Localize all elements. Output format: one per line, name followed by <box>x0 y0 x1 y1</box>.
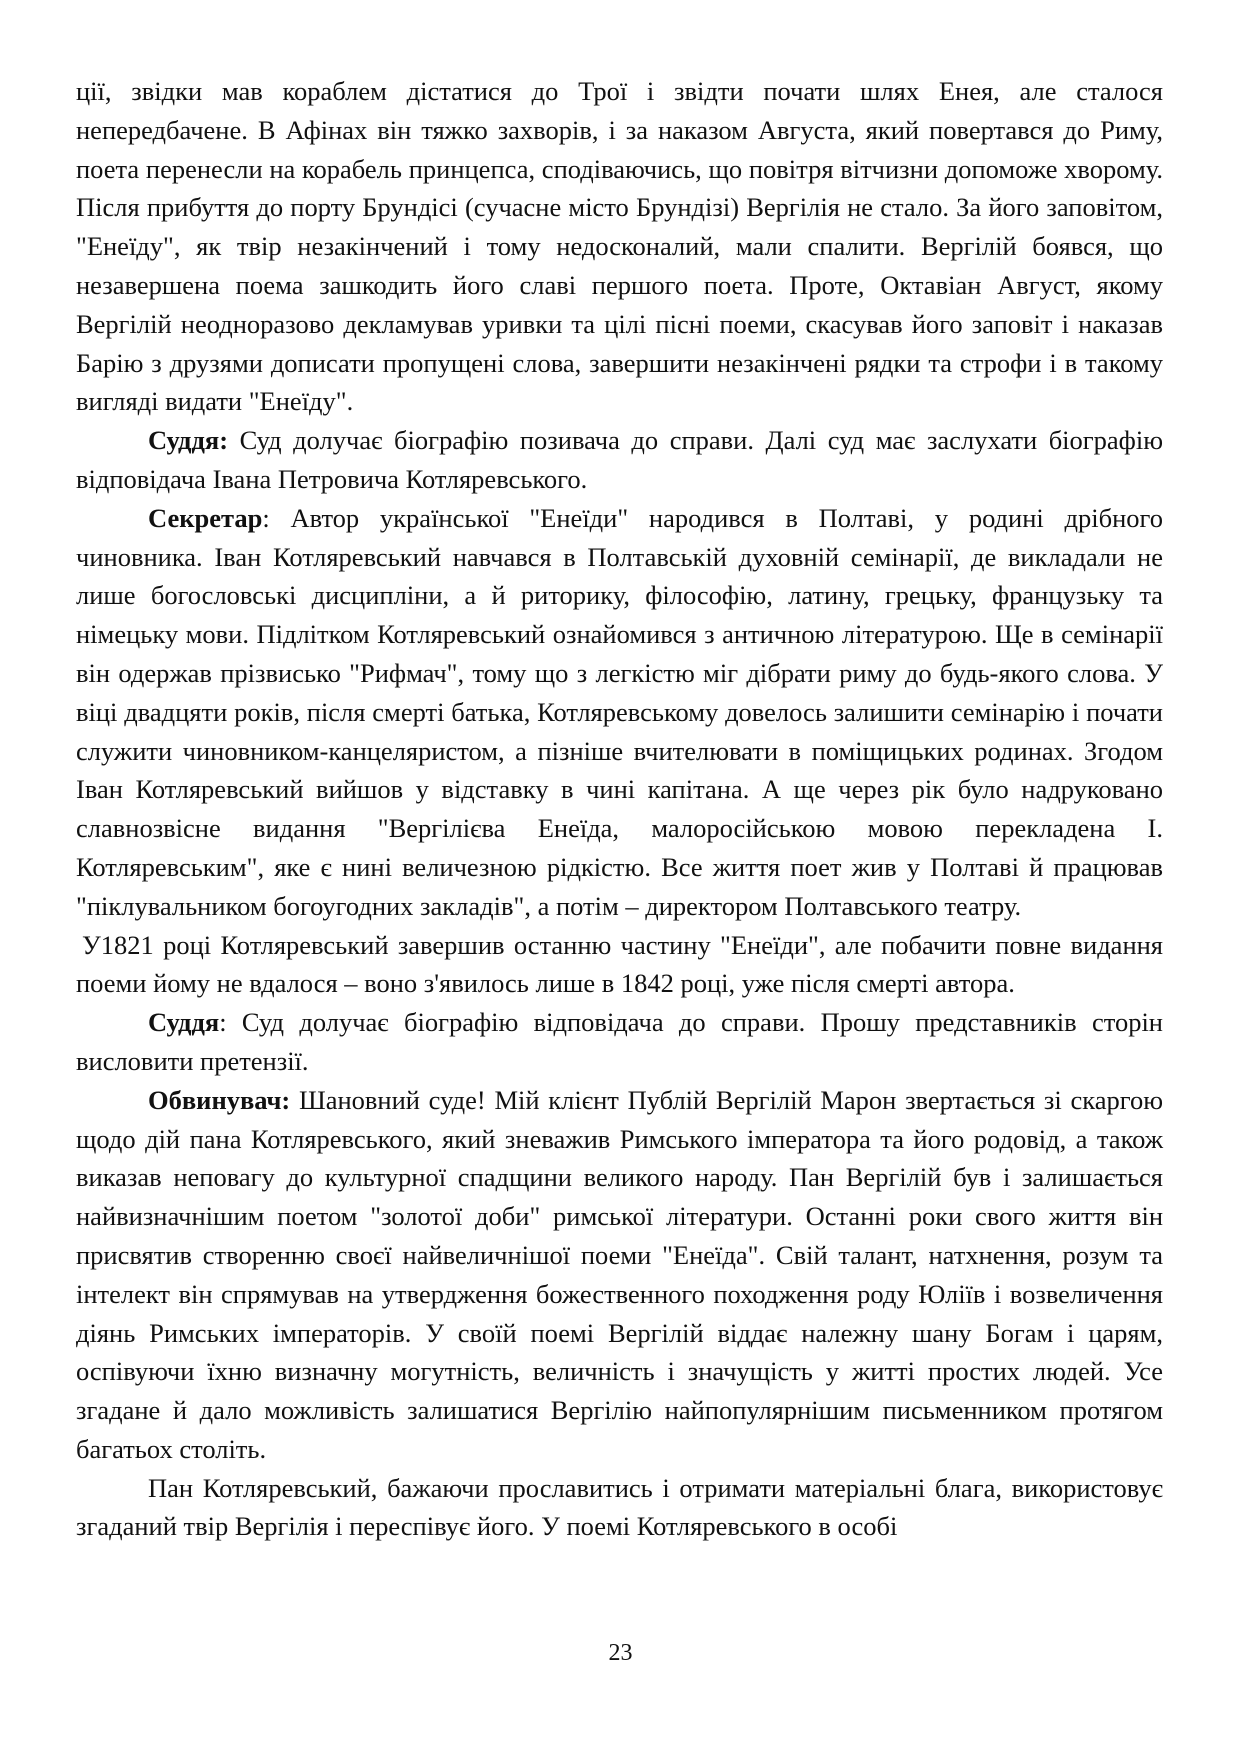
paragraph-virgil-death <box>76 72 1163 421</box>
paragraph-text: : Суд долучає біографію відповідача до справи. Прошу представників сторін висловити претензії. <box>76 1007 1163 1076</box>
speaker-label: Суддя <box>148 1007 220 1038</box>
paragraph-text: : Автор української "Енеїди" народився в Полтаві, у родині дрібного чиновника. Іван Котляревський навчався в Полтавській духовній семінарії, де викладали не лише богословські дисципліни, а й риторику, філософію, латину, грецьку, французьку та німецьку мови. Підлітком Котляревський ознайомився з античною літературою. Ще в семінарії він одержав прізвисько "Рифмач", тому що з легкістю міг дібрати риму до будь-якого слова. У віці двадцяти років, після смерті батька, Котляревському довелось залишити семінарію і почати служити чиновником-канцеляристом, а пізніше вчителювати в поміщицьких родинах. Згодом Іван Котляревський вийшов у відставку в чині капітана. А ще через рік було надруковано славнозвісне видання "Вергілієва Енеїда, малоросійською мовою перекладена І. Котляревським", яке є нині величезною рідкістю. Все життя поет жив у Полтаві й працював "піклувальником богоугодних закладів", а потім – директором Полтавського театру. <box>76 502 1163 921</box>
paragraph-judge-2 <box>76 1003 1163 1081</box>
paragraph-text: Суд долучає біографію позивача до справи. Далі суд має заслухати біографію відповідача Івана Петровича Котляревського. <box>76 425 1163 494</box>
speaker-label: Секретар <box>148 502 263 533</box>
speaker-label: Обвинувач: <box>148 1084 291 1115</box>
paragraph-text: ції, звідки мав кораблем дістатися до Трої і звідти почати шлях Енея, але сталося непередбачене. В Афінах він тяжко захворів, і за наказом Августа, який повертався до Риму, поета перенесли на корабель принцепса, сподіваючись, що повітря вітчизни допоможе хворому. Після прибуття до порту Брундісі (сучасне місто Брундізі) Вергілія не стало. За його заповітом, "Енеїду", як твір незакінчений і тому недосконалий, мали спалити. Вергілій боявся, що незавершена поема зашкодить його славі першого поета. Проте, Октавіан Август, якому Вергілій неодноразово декламував уривки та цілі пісні поеми, скасував його заповіт і наказав Барію з друзями дописати пропущені слова, завершити незакінчені рядки та строфи і в такому вигляді видати "Енеїду". <box>76 76 1163 417</box>
paragraph-prosecutor <box>76 1081 1163 1469</box>
paragraph-text: Пан Котляревський, бажаючи прославитись і отримати матеріальні блага, використовує згаданий твір Вергілія і переспівує його. У поемі Котляревського в особі <box>76 1472 1163 1542</box>
document-body <box>76 72 1163 1546</box>
paragraph-judge-1 <box>76 421 1163 499</box>
paragraph-secretary <box>76 499 1163 926</box>
paragraph-prosecutor-continued <box>76 1469 1163 1547</box>
speaker-label: Суддя: <box>148 425 229 456</box>
paragraph-text: У1821 році Котляревський завершив останню частину "Енеїди", але побачити повне видання поеми йому не вдалося – воно з'явилось лише в 1842 році, уже після смерті автора. <box>76 929 1163 999</box>
paragraph-kotliarevsky-1821 <box>76 926 1163 1004</box>
page-number: 23 <box>608 1640 633 1666</box>
paragraph-text: Шановний суде! Мій клієнт Публій Вергілій Марон звертається зі скаргою щодо дій пана Котляревського, який зневажив Римського імператора та його родовід, а також виказав неповагу до культурної спадщини великого народу. Пан Вергілій був і залишається найвизначнішим поетом "золотої доби" римської літератури. Останні роки свого життя він присвятив створенню своєї найвеличнішої поеми "Енеїда". Свій талант, натхнення, розум та інтелект він спрямував на утвердження божественного походження роду Юліїв і возвеличення діянь Римських імператорів. У своїй поемі Вергілій віддає належну шану Богам і царям, оспівуючи їхню визначну могутність, величність і значущість у житті простих людей. Усе згадане й дало можливість залишатися Вергілію найпопулярнішим письменником протягом багатьох століть. <box>76 1084 1163 1464</box>
